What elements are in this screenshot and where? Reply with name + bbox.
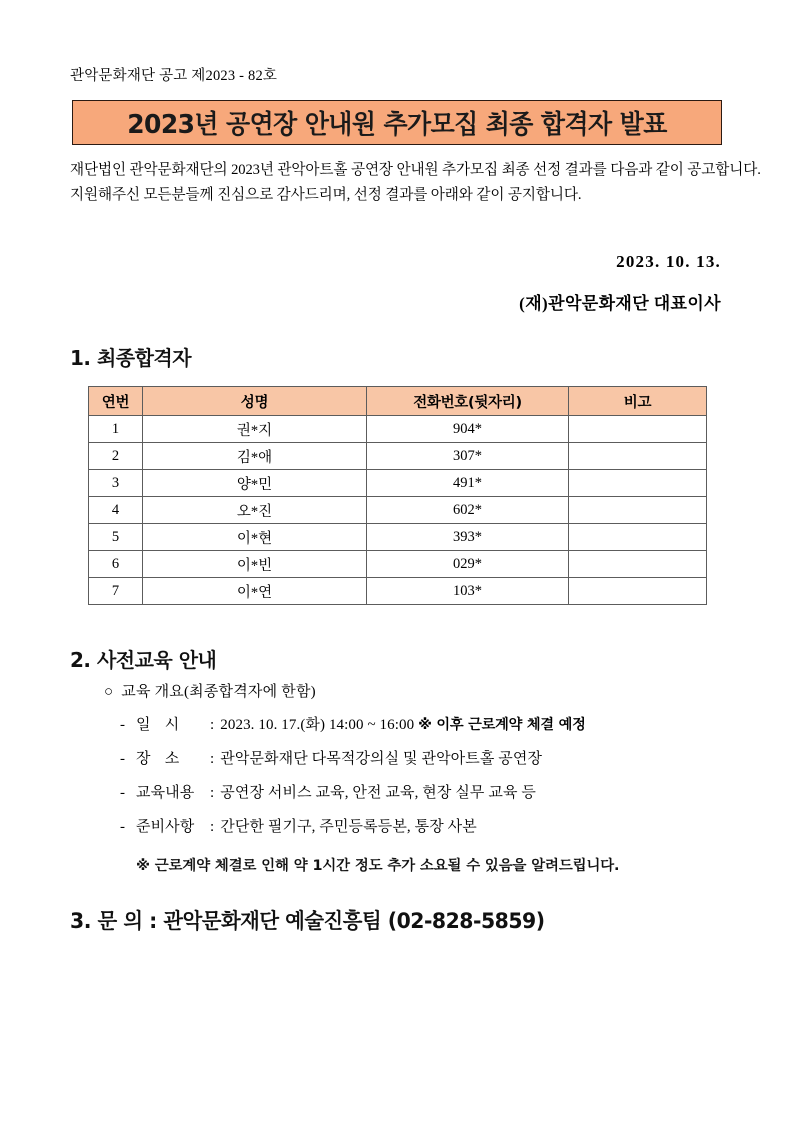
cell-note bbox=[569, 524, 707, 551]
column-header-no: 연번 bbox=[89, 387, 143, 416]
table-row bbox=[89, 470, 707, 497]
cell-name: 이*현 bbox=[143, 524, 367, 551]
cell-name: 김*애 bbox=[143, 443, 367, 470]
cell-tel: 491* bbox=[367, 470, 569, 497]
signature-block bbox=[519, 252, 721, 314]
table-row bbox=[89, 524, 707, 551]
cell-note bbox=[569, 551, 707, 578]
section-2-heading: 2. 사전교육 안내 bbox=[70, 648, 217, 672]
page-title: 2023년 공연장 안내원 추가모집 최종 합격자 발표 bbox=[127, 110, 667, 140]
table-row bbox=[89, 497, 707, 524]
cell-name: 권*지 bbox=[143, 416, 367, 443]
list-item bbox=[120, 747, 586, 781]
cell-no: 4 bbox=[89, 497, 143, 524]
detail-value bbox=[220, 815, 477, 836]
list-item bbox=[120, 815, 586, 849]
education-overview-item bbox=[104, 680, 316, 701]
section-1-heading: 1. 최종합격자 bbox=[70, 346, 192, 370]
detail-value bbox=[220, 781, 536, 802]
cell-note bbox=[569, 470, 707, 497]
detail-value-text: 2023. 10. 17.(화) 14:00 ~ 16:00 bbox=[220, 717, 415, 733]
list-item bbox=[120, 781, 586, 815]
issue-date: 2023. 10. 13. bbox=[616, 252, 721, 271]
detail-value bbox=[220, 713, 585, 734]
title-banner bbox=[72, 100, 722, 145]
detail-label: 일 시 bbox=[136, 717, 185, 733]
detail-value-emphasis: ※ 이후 근로계약 체결 예정 bbox=[418, 717, 586, 733]
circle-bullet-icon: ○ bbox=[104, 684, 114, 700]
education-note: ※ 근로계약 체결로 인해 약 1시간 정도 추가 소요될 수 있음을 알려드립니다. bbox=[136, 858, 620, 874]
dash-bullet-icon: - bbox=[120, 819, 126, 835]
dash-bullet-icon: - bbox=[120, 751, 126, 767]
detail-separator: : bbox=[210, 751, 215, 767]
detail-label: 장 소 bbox=[136, 751, 185, 767]
cell-no: 2 bbox=[89, 443, 143, 470]
section-3-heading: 3. 문 의 : 관악문화재단 예술진흥팀 (02-828-5859) bbox=[70, 909, 545, 933]
document-number: 관악문화재단 공고 제2023 - 82호 bbox=[70, 68, 278, 84]
detail-separator: : bbox=[210, 717, 215, 733]
cell-note bbox=[569, 578, 707, 605]
cell-tel: 602* bbox=[367, 497, 569, 524]
detail-value-text: 관악문화재단 다목적강의실 및 관악아트홀 공연장 bbox=[220, 751, 543, 767]
table-header-row bbox=[89, 387, 707, 416]
cell-tel: 103* bbox=[367, 578, 569, 605]
dash-bullet-icon: - bbox=[120, 785, 126, 801]
cell-note bbox=[569, 497, 707, 524]
table-row bbox=[89, 416, 707, 443]
detail-label: 교육내용 bbox=[136, 785, 195, 801]
detail-separator: : bbox=[210, 785, 215, 801]
column-header-tel: 전화번호(뒷자리) bbox=[367, 387, 569, 416]
cell-name: 이*빈 bbox=[143, 551, 367, 578]
column-header-name: 성명 bbox=[143, 387, 367, 416]
detail-value-text: 공연장 서비스 교육, 안전 교육, 현장 실무 교육 등 bbox=[220, 785, 536, 801]
cell-no: 5 bbox=[89, 524, 143, 551]
cell-tel: 307* bbox=[367, 443, 569, 470]
education-detail-list bbox=[120, 713, 586, 849]
cell-tel: 393* bbox=[367, 524, 569, 551]
table-row bbox=[89, 551, 707, 578]
intro-line-1: 재단법인 관악문화재단의 2023년 관악아트홀 공연장 안내원 추가모집 최종 선정 결과를 다음과 같이 공고합니다. bbox=[70, 162, 761, 178]
cell-no: 1 bbox=[89, 416, 143, 443]
education-overview-label: 교육 개요(최종합격자에 한함) bbox=[121, 684, 316, 700]
cell-tel: 029* bbox=[367, 551, 569, 578]
detail-value-text: 간단한 필기구, 주민등록등본, 통장 사본 bbox=[220, 819, 477, 835]
detail-label: 준비사항 bbox=[136, 819, 195, 835]
intro-line-2: 지원해주신 모든분들께 진심으로 감사드리며, 선정 결과를 아래와 같이 공지합니다. bbox=[70, 187, 582, 203]
cell-no: 7 bbox=[89, 578, 143, 605]
detail-value bbox=[220, 747, 542, 768]
cell-no: 6 bbox=[89, 551, 143, 578]
table-row bbox=[89, 443, 707, 470]
cell-tel: 904* bbox=[367, 416, 569, 443]
cell-note bbox=[569, 443, 707, 470]
cell-name: 오*진 bbox=[143, 497, 367, 524]
dash-bullet-icon: - bbox=[120, 717, 126, 733]
intro-paragraph bbox=[70, 158, 761, 208]
list-item bbox=[120, 713, 586, 747]
detail-separator: : bbox=[210, 819, 215, 835]
cell-note bbox=[569, 416, 707, 443]
final-passers-table bbox=[88, 386, 707, 605]
cell-no: 3 bbox=[89, 470, 143, 497]
column-header-note: 비고 bbox=[569, 387, 707, 416]
issuer-name: (재)관악문화재단 대표이사 bbox=[519, 294, 721, 313]
cell-name: 양*민 bbox=[143, 470, 367, 497]
cell-name: 이*연 bbox=[143, 578, 367, 605]
table-row bbox=[89, 578, 707, 605]
